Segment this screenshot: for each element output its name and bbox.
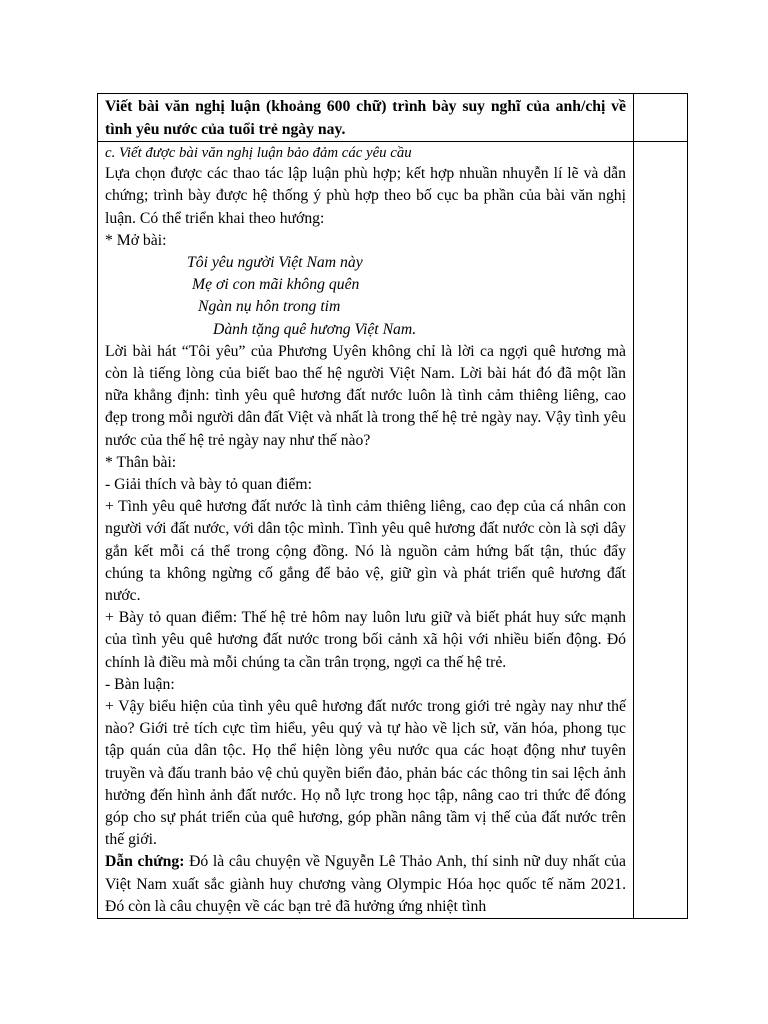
discussion-label: - Bàn luận:	[105, 675, 175, 693]
body-label: * Thân bài:	[105, 453, 177, 471]
question-text: Viết bài văn nghị luận (khoảng 600 chữ) trình bày suy nghĩ của anh/chị về tình yêu nước của tuổi trẻ ngày nay.	[105, 98, 626, 138]
criteria-heading: c. Viết được bài văn nghị luận bảo đảm các yêu cầu	[105, 145, 412, 162]
table-row-question	[98, 94, 688, 142]
opening-label: * Mở bài:	[105, 231, 167, 249]
answer-table	[97, 93, 688, 919]
poem-line: Dành tặng quê hương Việt Nam.	[213, 320, 417, 338]
score-cell-content	[634, 142, 688, 919]
poem-line: Tôi yêu người Việt Nam này	[187, 254, 363, 271]
poem-line: Mẹ ơi con mãi không quên	[192, 276, 360, 294]
evidence-text: Đó là câu chuyện về Nguyễn Lê Thảo Anh, thí sinh nữ duy nhất của Việt Nam xuất sắc giành huy chương vàng Olympic Hóa học quốc tế năm 2021. Đó còn là câu chuyện về các bạn trẻ đã hưởng ứng nhiệt tình	[105, 853, 626, 915]
intro-paragraph: Lựa chọn được các thao tác lập luận phù hợp; kết hợp nhuần nhuyễn lí lẽ và dẫn chứng; trình bày được hệ thống ý phù hợp theo bố cục ba phần của bài văn nghị luận. Có thể triển khai theo hướng:	[105, 165, 626, 227]
content-cell	[98, 142, 634, 919]
evidence-paragraph	[105, 851, 626, 918]
score-cell-question	[634, 94, 688, 142]
explain-paragraph: + Tình yêu quê hương đất nước là tình cảm thiêng liêng, cao đẹp của cá nhân con người với đất nước, với dân tộc mình. Tình yêu quê hương đất nước còn là sợi dây gắn kết mỗi cá thể trong cộng đồng. Nó là nguồn cảm hứng bất tận, thúc đẩy chúng ta không ngừng cố gắng để bảo vệ, giữ gìn và phát triển quê hương đất nước.	[105, 498, 626, 605]
explain-label: - Giải thích và bày tỏ quan điểm:	[105, 476, 312, 494]
poem-line: Ngàn nụ hôn trong tim	[198, 298, 341, 316]
song-paragraph: Lời bài hát “Tôi yêu” của Phương Uyên không chỉ là lời ca ngợi quê hương mà còn là tiếng lòng của biết bao thế hệ người Việt Nam. Lời bài hát đó đã một lần nữa khẳng định: tình yêu quê hương đất nước luôn là tình cảm thiêng liêng, cao đẹp trong mỗi người dân đất Việt và nhất là trong thế hệ trẻ ngày nay. Vậy tình yêu nước của thế hệ trẻ ngày nay như thế nào?	[105, 342, 626, 449]
question-cell	[98, 94, 634, 142]
viewpoint-paragraph: + Bày tỏ quan điểm: Thế hệ trẻ hôm nay luôn lưu giữ và biết phát huy sức mạnh của tình yêu quê hương đất nước trong bối cảnh xã hội với nhiều biến động. Đó chính là điều mà mỗi chúng ta cần trân trọng, ngợi ca thế hệ trẻ.	[105, 609, 626, 671]
discussion-paragraph: + Vậy biểu hiện của tình yêu quê hương đất nước trong giới trẻ ngày nay như thế nào? Giới trẻ tích cực tìm hiểu, yêu quý và tự hào về lịch sử, văn hóa, phong tục tập quán của dân tộc. Họ thể hiện lòng yêu nước qua các hoạt động như tuyên truyền và đấu tranh bảo vệ chủ quyền biển đảo, phản bác các thông tin sai lệch ảnh hưởng đến hình ảnh đất nước. Họ nỗ lực trong học tập, nâng cao tri thức để đóng góp cho sự phát triển của quê hương, góp phần nâng tầm vị thế của đất nước trên thế giới.	[105, 698, 626, 849]
poem	[105, 252, 626, 341]
table-row-content	[98, 142, 688, 919]
evidence-label: Dẫn chứng:	[105, 853, 185, 871]
